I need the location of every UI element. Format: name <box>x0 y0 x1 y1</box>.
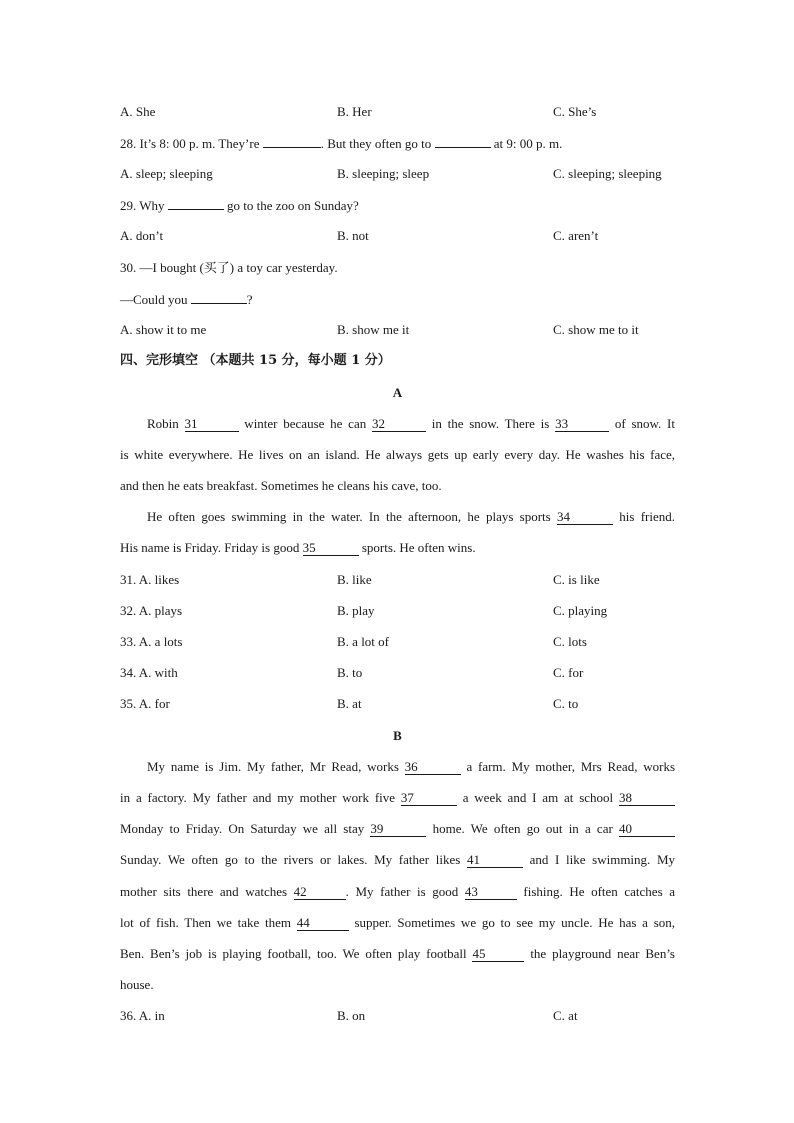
q31-option-b[interactable]: B. like <box>337 572 372 587</box>
blank-39[interactable]: 39 <box>370 822 426 837</box>
q32-option-a[interactable]: 32. A. plays <box>120 603 183 618</box>
q34-option-a[interactable]: 34. A. with <box>120 665 178 680</box>
q28-blank-1[interactable] <box>263 133 321 148</box>
q30-option-c[interactable]: C. show me to it <box>553 322 639 337</box>
text: his friend. <box>613 509 675 524</box>
blank-36[interactable]: 36 <box>405 760 461 775</box>
q33-option-c[interactable]: C. lots <box>553 634 587 649</box>
blank-32[interactable]: 32 <box>372 417 426 432</box>
q27-option-c[interactable]: C. She’s <box>553 104 597 119</box>
text: sports. He often wins. <box>358 540 476 555</box>
q29-option-b[interactable]: B. not <box>337 228 369 243</box>
q32-options <box>120 601 675 621</box>
text: a week and I am at school <box>456 790 619 805</box>
q30-option-a[interactable]: A. show it to me <box>120 322 207 337</box>
q32-option-b[interactable]: B. play <box>337 603 375 618</box>
q32-option-c[interactable]: C. playing <box>553 603 608 618</box>
text: His name is Friday. Friday is good <box>120 540 303 555</box>
passage-a-line-2: is white everywhere. He lives on an island. He always gets up early every day. He washes his face, <box>120 447 675 462</box>
blank-43[interactable]: 43 <box>465 885 517 900</box>
passage-a-line-1 <box>120 414 675 434</box>
blank-41[interactable]: 41 <box>467 853 523 868</box>
passage-a-line-5 <box>120 538 675 558</box>
q30-option-b[interactable]: B. show me it <box>337 322 410 337</box>
text: My name is Jim. My father, Mr Read, works <box>147 759 405 774</box>
text: Robin <box>147 416 185 431</box>
q27-option-b[interactable]: B. Her <box>337 104 372 119</box>
q34-options <box>120 663 675 683</box>
text: winter because he can <box>238 416 372 431</box>
text: fishing. He often catches a <box>516 884 675 899</box>
q28-option-b[interactable]: B. sleeping; sleep <box>337 166 430 181</box>
text: Monday to Friday. On Saturday we all stay <box>120 821 371 836</box>
q27-option-a[interactable]: A. She <box>120 104 156 119</box>
passage-b-line-3 <box>120 819 675 839</box>
q36-options <box>120 1006 675 1026</box>
q28-blank-2[interactable] <box>435 133 491 148</box>
q29-stem <box>120 195 675 215</box>
q29-options <box>120 226 675 246</box>
blank-44[interactable]: 44 <box>297 916 349 931</box>
q28-option-c[interactable]: C. sleeping; sleeping <box>553 166 662 181</box>
q28-stem <box>120 133 675 153</box>
q28-option-a[interactable]: A. sleep; sleeping <box>120 166 213 181</box>
q27-options <box>120 102 675 122</box>
section-4-title: 四、完形填空 （本题共 15 分，每小题 1 分） <box>120 353 391 368</box>
text: and I like swimming. My <box>522 852 676 867</box>
q30-text-2: ? <box>246 292 253 307</box>
text: in a factory. My father and my mother work five <box>120 790 401 805</box>
text: mother sits there and watches <box>120 884 294 899</box>
q29-option-c[interactable]: C. aren’t <box>553 228 599 243</box>
blank-38[interactable]: 38 <box>619 791 675 806</box>
text: of snow. It <box>609 416 675 431</box>
q30-blank[interactable] <box>191 289 247 304</box>
q34-option-b[interactable]: B. to <box>337 665 363 680</box>
passage-b-line-6 <box>120 913 675 933</box>
blank-34[interactable]: 34 <box>557 510 613 525</box>
text: Ben. Ben’s job is playing football, too. We often play football <box>120 946 473 961</box>
passage-a-line-4 <box>120 507 675 527</box>
text: lot of fish. Then we take them <box>120 915 297 930</box>
q30-stem <box>120 289 675 309</box>
passage-b-line-5 <box>120 882 675 902</box>
passage-a-label: A <box>392 385 403 400</box>
text: Sunday. We often go to the rivers or lakes. My father likes <box>120 852 467 867</box>
q33-option-a[interactable]: 33. A. a lots <box>120 634 183 649</box>
text: home. We often go out in a car <box>426 821 619 836</box>
q36-option-a[interactable]: 36. A. in <box>120 1008 165 1023</box>
q35-options <box>120 694 675 714</box>
blank-33[interactable]: 33 <box>555 417 609 432</box>
q33-option-b[interactable]: B. a lot of <box>337 634 389 649</box>
passage-b-line-7 <box>120 944 675 964</box>
q34-option-c[interactable]: C. for <box>553 665 584 680</box>
blank-45[interactable]: 45 <box>472 947 524 962</box>
q36-option-b[interactable]: B. on <box>337 1008 366 1023</box>
text: in the snow. There is <box>425 416 556 431</box>
q33-options <box>120 632 675 652</box>
q28-options <box>120 164 675 184</box>
q35-option-c[interactable]: C. to <box>553 696 579 711</box>
q30-options <box>120 320 675 340</box>
q31-option-c[interactable]: C. is like <box>553 572 600 587</box>
blank-40[interactable]: 40 <box>619 822 675 837</box>
q29-text-2: go to the zoo on Sunday? <box>223 198 359 213</box>
text: the playground near Ben’s <box>524 946 675 961</box>
text: . My father is good <box>345 884 465 899</box>
q35-option-b[interactable]: B. at <box>337 696 362 711</box>
q31-option-a[interactable]: 31. A. likes <box>120 572 180 587</box>
blank-37[interactable]: 37 <box>401 791 457 806</box>
q28-text-2: . But they often go to <box>320 136 435 151</box>
q30-line-1: 30. —I bought (买了) a toy car yesterday. <box>120 260 338 275</box>
q29-text-1: 29. Why <box>120 198 168 213</box>
text: a farm. My mother, Mrs Read, works <box>460 759 675 774</box>
q29-option-a[interactable]: A. don’t <box>120 228 164 243</box>
blank-42[interactable]: 42 <box>294 885 346 900</box>
q28-text-1: 28. It’s 8: 00 p. m. They’re <box>120 136 263 151</box>
q30-text-1: —Could you <box>120 292 191 307</box>
blank-35[interactable]: 35 <box>303 541 359 556</box>
q36-option-c[interactable]: C. at <box>553 1008 578 1023</box>
passage-b-line-8: house. <box>120 977 154 992</box>
passage-b-line-1 <box>120 757 675 777</box>
blank-31[interactable]: 31 <box>185 417 239 432</box>
q35-option-a[interactable]: 35. A. for <box>120 696 170 711</box>
q29-blank[interactable] <box>168 195 224 210</box>
q28-text-3: at 9: 00 p. m. <box>490 136 563 151</box>
passage-b-line-4 <box>120 850 675 870</box>
q31-options <box>120 570 675 590</box>
passage-b-label: B <box>393 728 402 743</box>
passage-a-line-3: and then he eats breakfast. Sometimes he cleans his cave, too. <box>120 478 442 493</box>
text: supper. Sometimes we go to see my uncle. He has a son, <box>348 915 675 930</box>
text: He often goes swimming in the water. In the afternoon, he plays sports <box>147 509 557 524</box>
passage-b-line-2 <box>120 788 675 808</box>
